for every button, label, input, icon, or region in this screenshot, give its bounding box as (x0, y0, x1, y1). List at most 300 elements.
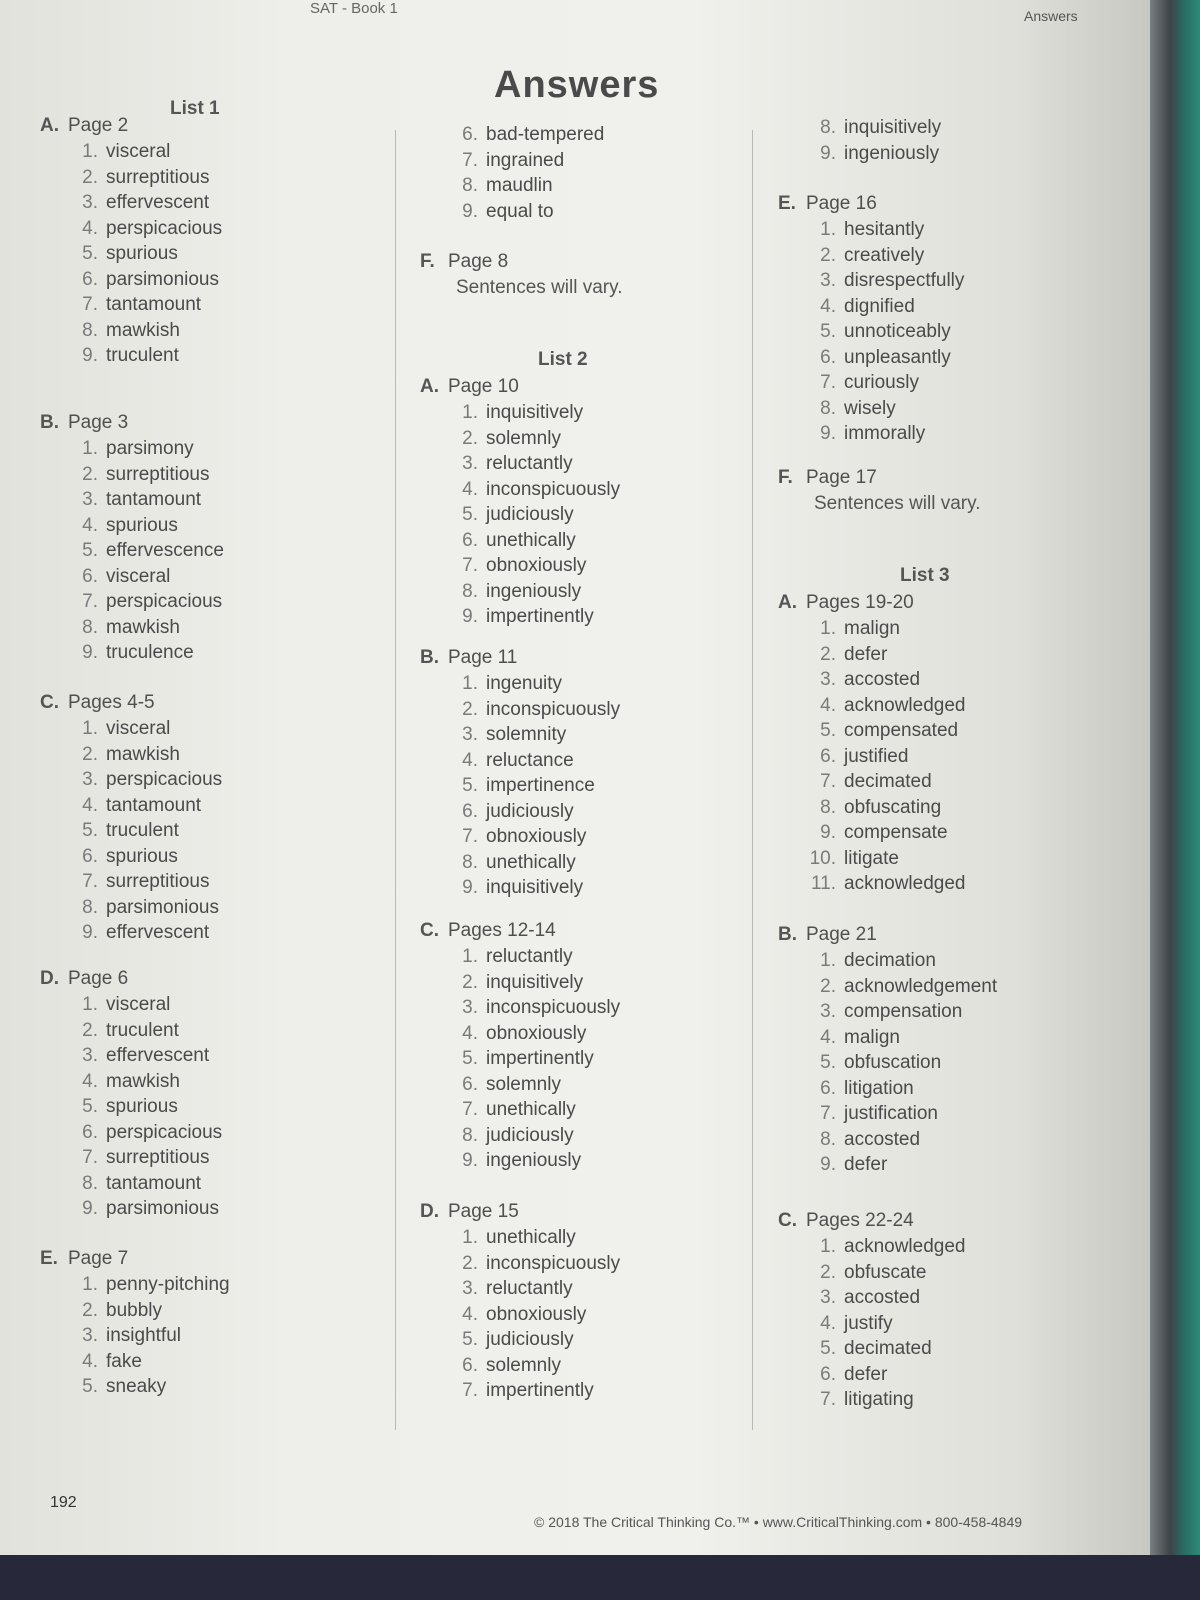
answer-item (420, 173, 604, 199)
answer-number: 3. (462, 724, 478, 745)
answer-number: 5. (82, 1376, 98, 1397)
answer-number: 2. (82, 743, 98, 765)
answer-word: solemnly (486, 1073, 561, 1095)
answer-word: obfuscation (844, 1052, 942, 1073)
answer-word: obnoxiously (486, 1022, 587, 1044)
answer-number: 8. (820, 1128, 836, 1150)
answer-word: unethically (486, 1099, 576, 1120)
answer-word: visceral (106, 718, 171, 739)
answer-item (40, 920, 222, 946)
answer-number: 7. (820, 1103, 836, 1124)
section-page-ref: Pages 4-5 (68, 692, 155, 713)
answer-item (778, 616, 965, 642)
answer-number: 5. (462, 504, 478, 525)
answer-word: truculence (106, 642, 194, 663)
answer-word: bad-tempered (486, 124, 605, 145)
section-letter: A. (40, 115, 59, 136)
answer-item (778, 217, 964, 243)
answer-word: unpleasantly (844, 346, 951, 368)
answer-number: 3. (82, 1325, 98, 1346)
answer-item (778, 1152, 997, 1178)
answer-item (778, 1362, 965, 1388)
answer-number: 6. (820, 1077, 836, 1099)
answer-number: 2. (820, 244, 836, 266)
answer-number: 9. (82, 922, 98, 943)
answer-item (420, 799, 620, 825)
answer-word: spurious (106, 845, 178, 867)
answer-word: judiciously (486, 1124, 574, 1146)
answer-item (40, 844, 222, 870)
column-divider (395, 130, 396, 1430)
answer-number: 1. (820, 618, 836, 639)
answer-word: penny-pitching (106, 1274, 230, 1295)
section-page-ref: Page 7 (68, 1248, 129, 1269)
answer-item (40, 895, 222, 921)
answer-word: acknowledged (844, 873, 966, 894)
answer-item (40, 1018, 222, 1044)
answer-number: 5. (82, 1096, 98, 1117)
answer-word: surreptitious (106, 871, 210, 892)
answer-word: malign (844, 618, 900, 639)
answer-word: acknowledged (844, 1236, 966, 1257)
answer-word: judiciously (486, 504, 574, 525)
answer-word: decimated (844, 1338, 932, 1359)
answer-word: impertinence (486, 775, 595, 796)
answer-word: inconspicuously (486, 1252, 621, 1274)
answer-section (40, 410, 224, 666)
answer-word: surreptitious (106, 1147, 210, 1168)
answer-section (778, 922, 997, 1178)
answer-number: 7. (462, 555, 478, 576)
answer-number: 7. (82, 294, 98, 315)
answer-word: unethically (486, 529, 576, 551)
answer-item (420, 122, 604, 148)
answer-number: 6. (82, 565, 98, 587)
answer-item (420, 970, 620, 996)
running-header-section: Answers (1024, 8, 1078, 24)
answer-item (40, 640, 224, 666)
answer-word: effervescent (106, 192, 210, 213)
answer-item (778, 846, 965, 872)
answer-item (40, 343, 222, 369)
answer-number: 1. (820, 1236, 836, 1257)
answer-word: judiciously (486, 1329, 574, 1350)
answer-item (778, 1285, 965, 1311)
section-letter: E. (778, 193, 796, 214)
answer-word: judiciously (486, 800, 574, 822)
answer-word: hesitantly (844, 219, 925, 240)
answer-item (778, 294, 964, 320)
section-page-ref: Pages 12-14 (448, 920, 556, 941)
answer-number: 7. (462, 1099, 478, 1120)
answer-number: 2. (462, 698, 478, 720)
answer-number: 6. (82, 268, 98, 290)
answer-number: 4. (82, 1070, 98, 1092)
answer-item (778, 243, 964, 269)
answer-number: 9. (462, 606, 478, 627)
answer-word: defer (844, 643, 888, 665)
answer-word: obnoxiously (486, 555, 587, 576)
answer-number: 5. (82, 820, 98, 841)
answer-number: 7. (820, 1389, 836, 1410)
section-letter: B. (420, 647, 439, 668)
answer-item (778, 795, 965, 821)
answer-word: impertinently (486, 1380, 594, 1401)
answer-item (420, 875, 620, 901)
answer-section (40, 966, 222, 1222)
answer-word: impertinently (486, 1048, 594, 1069)
answer-number: 4. (82, 217, 98, 239)
answer-item (420, 1353, 620, 1379)
answer-number: 5. (820, 720, 836, 741)
answer-item (420, 1021, 620, 1047)
answer-word: unethically (486, 851, 576, 873)
answer-word: equal to (486, 200, 554, 222)
answer-item (40, 869, 222, 895)
answer-word: spurious (106, 1096, 178, 1117)
answer-item (420, 722, 620, 748)
answer-item (420, 748, 620, 774)
answer-number: 8. (82, 616, 98, 638)
answer-item (778, 1260, 965, 1286)
answer-item (420, 1046, 620, 1072)
section-heading (778, 922, 997, 948)
answer-item (778, 667, 965, 693)
answer-word: acknowledged (844, 694, 966, 716)
answer-word: solemnly (486, 1354, 561, 1376)
answer-number: 7. (82, 1147, 98, 1168)
answer-number: 6. (462, 529, 478, 551)
answer-item (420, 824, 620, 850)
answer-word: litigation (844, 1077, 914, 1099)
answer-number: 1. (82, 1274, 98, 1295)
answer-number: 1. (82, 718, 98, 739)
answer-number: 2. (820, 975, 836, 997)
answer-word: perspicacious (106, 591, 223, 612)
answer-number: 9. (82, 1198, 98, 1219)
answer-word: accosted (844, 669, 921, 690)
answer-item (40, 793, 222, 819)
answer-number: 8. (820, 397, 836, 419)
answer-number: 9. (820, 1154, 836, 1175)
answer-word: ingeniously (486, 580, 582, 602)
answer-word: surreptitious (106, 166, 210, 188)
answer-item (40, 436, 224, 462)
answer-item (420, 400, 620, 426)
answer-item (40, 1323, 230, 1349)
answer-section (420, 374, 620, 630)
answer-number: 6. (462, 1354, 478, 1376)
answer-item (40, 716, 222, 742)
answer-word: obnoxiously (486, 826, 587, 847)
background-edge (0, 1555, 1200, 1600)
answer-number: 9. (82, 642, 98, 663)
answer-item (420, 1251, 620, 1277)
section-page-ref: Page 10 (448, 376, 519, 397)
answer-number: 9. (820, 142, 836, 164)
answer-word: defer (844, 1363, 888, 1385)
section-page-ref: Page 3 (68, 412, 129, 433)
section-page-ref: Page 6 (68, 968, 129, 989)
answer-section (420, 645, 620, 901)
answer-word: ingrained (486, 149, 565, 171)
answer-number: 9. (462, 200, 478, 222)
answer-number: 3. (462, 997, 478, 1018)
section-heading (40, 690, 222, 716)
answer-word: parsimonious (106, 1198, 219, 1219)
answer-item (40, 1374, 230, 1400)
section-heading (778, 590, 965, 616)
answer-item (420, 671, 620, 697)
answer-section (420, 122, 604, 224)
section-page-ref: Page 2 (68, 115, 129, 136)
answer-item (778, 141, 941, 167)
answer-item (420, 199, 604, 225)
answer-item (420, 1225, 620, 1251)
answer-item (778, 1127, 997, 1153)
answer-number: 6. (462, 800, 478, 822)
answer-word: perspicacious (106, 769, 223, 790)
answer-item (778, 1336, 965, 1362)
answer-word: perspicacious (106, 217, 223, 239)
answer-item (40, 742, 222, 768)
answer-section (778, 115, 941, 166)
section-heading (40, 966, 222, 992)
answer-word: ingeniously (486, 1150, 582, 1171)
answer-item (778, 1387, 965, 1413)
answer-item (420, 604, 620, 630)
answer-word: reluctance (486, 749, 574, 771)
answer-word: tantamount (106, 489, 202, 510)
answer-word: creatively (844, 244, 925, 266)
answer-item (420, 528, 620, 554)
list-title: List 3 (900, 565, 950, 586)
answer-item (420, 850, 620, 876)
answer-word: spurious (106, 243, 178, 264)
answer-number: 6. (820, 346, 836, 368)
section-page-ref: Page 15 (448, 1201, 519, 1222)
answer-number: 7. (82, 871, 98, 892)
answer-item (40, 615, 224, 641)
answer-number: 1. (462, 402, 478, 423)
answer-number: 4. (820, 694, 836, 716)
answer-item (40, 538, 224, 564)
answer-item (420, 1123, 620, 1149)
copyright-line: © 2018 The Critical Thinking Co.™ • www.CriticalThinking.com • 800-458-4849 (534, 1514, 1023, 1530)
answer-word: inconspicuously (486, 478, 621, 500)
section-heading (778, 1208, 965, 1234)
answer-number: 7. (462, 826, 478, 847)
answer-item (420, 148, 604, 174)
answer-number: 1. (820, 950, 836, 971)
answer-item (40, 992, 222, 1018)
answer-item (40, 1094, 222, 1120)
answer-number: 4. (82, 514, 98, 536)
answer-item (40, 165, 222, 191)
answer-number: 3. (82, 769, 98, 790)
answer-number: 8. (462, 175, 478, 196)
answer-item (40, 767, 222, 793)
answer-number: 1. (820, 219, 836, 240)
answer-item (40, 1196, 222, 1222)
answer-item (778, 345, 964, 371)
section-heading (420, 249, 623, 275)
answer-item (778, 396, 964, 422)
answer-number: 6. (462, 124, 478, 145)
answer-word: compensated (844, 720, 959, 741)
section-letter: E. (40, 1248, 58, 1269)
answer-word: visceral (106, 994, 171, 1015)
answer-item (40, 267, 222, 293)
answer-item (420, 995, 620, 1021)
answer-word: malign (844, 1026, 900, 1048)
answer-item (420, 1097, 620, 1123)
answer-number: 3. (820, 669, 836, 690)
section-letter: B. (40, 412, 59, 433)
answer-number: 1. (462, 1227, 478, 1248)
answer-number: 8. (82, 1172, 98, 1194)
list-title: List 2 (538, 349, 588, 370)
answer-section (40, 113, 222, 369)
answer-word: dignified (844, 295, 915, 317)
answer-word: reluctantly (486, 453, 573, 474)
section-page-ref: Pages 22-24 (806, 1210, 914, 1231)
answer-number: 3. (820, 1287, 836, 1308)
answer-item (778, 769, 965, 795)
answer-number: 8. (820, 117, 836, 138)
answer-number: 9. (820, 822, 836, 843)
answer-word: decimated (844, 771, 932, 792)
answer-item (40, 487, 224, 513)
answer-word: effervescence (106, 540, 224, 561)
answer-word: parsimonious (106, 268, 219, 290)
section-note: Sentences will vary. (814, 493, 981, 514)
answer-word: unnoticeably (844, 321, 951, 342)
answer-word: accosted (844, 1287, 921, 1308)
answer-word: impertinently (486, 606, 594, 627)
answer-word: justification (844, 1103, 938, 1124)
answer-number: 3. (82, 192, 98, 213)
answer-word: mawkish (106, 1070, 180, 1092)
answer-item (40, 1120, 222, 1146)
section-note: Sentences will vary. (456, 277, 623, 298)
answer-item (778, 871, 965, 897)
answer-word: litigate (844, 847, 899, 869)
answer-word: inquisitively (486, 877, 584, 898)
answer-number: 2. (820, 643, 836, 665)
answer-word: maudlin (486, 175, 553, 196)
answer-word: effervescent (106, 1045, 210, 1066)
answer-item (40, 190, 222, 216)
section-heading (40, 1246, 230, 1272)
answer-number: 5. (82, 540, 98, 561)
answer-word: truculent (106, 1019, 179, 1041)
answer-item (420, 1072, 620, 1098)
answer-item (420, 1378, 620, 1404)
answer-item (40, 818, 222, 844)
answer-item (778, 1101, 997, 1127)
answer-item (40, 589, 224, 615)
answer-number: 8. (82, 319, 98, 341)
answer-section (778, 465, 981, 517)
answer-item (40, 462, 224, 488)
answer-item (778, 1076, 997, 1102)
answer-word: obfuscating (844, 796, 942, 818)
section-letter: A. (778, 592, 797, 613)
section-letter: D. (40, 968, 59, 989)
answer-word: spurious (106, 514, 178, 536)
answer-item (420, 944, 620, 970)
answer-item (420, 1148, 620, 1174)
answer-number: 4. (462, 478, 478, 500)
answer-word: reluctantly (486, 946, 573, 967)
answer-word: compensation (844, 1001, 963, 1022)
answer-number: 5. (820, 321, 836, 342)
answer-item (778, 948, 997, 974)
answer-item (778, 1234, 965, 1260)
answer-word: unethically (486, 1227, 576, 1248)
answer-number: 6. (820, 1363, 836, 1385)
answer-section (778, 191, 964, 447)
answer-word: tantamount (106, 294, 202, 315)
answer-word: fake (106, 1350, 142, 1372)
answer-item (40, 513, 224, 539)
page-title: Answers (494, 64, 660, 106)
answer-word: acknowledgement (844, 975, 998, 997)
answer-word: ingeniously (844, 142, 940, 164)
answer-number: 5. (82, 243, 98, 264)
answer-item (40, 1145, 222, 1171)
answer-number: 7. (462, 1380, 478, 1401)
section-heading (420, 374, 620, 400)
answer-number: 3. (462, 453, 478, 474)
answer-item (40, 292, 222, 318)
answer-word: inconspicuously (486, 997, 621, 1018)
answer-number: 5. (462, 1048, 478, 1069)
answer-item (420, 477, 620, 503)
answer-number: 1. (462, 946, 478, 967)
answer-item (778, 974, 997, 1000)
answer-item (778, 268, 964, 294)
answer-item (420, 426, 620, 452)
list-title: List 1 (170, 98, 220, 119)
answer-number: 8. (82, 896, 98, 918)
answer-item (778, 642, 965, 668)
section-heading (420, 645, 620, 671)
answer-word: accosted (844, 1128, 921, 1150)
answer-number: 8. (462, 580, 478, 602)
book-spine (1150, 0, 1200, 1555)
answer-item (40, 241, 222, 267)
answer-item (420, 773, 620, 799)
section-page-ref: Page 17 (806, 467, 877, 488)
answer-word: bubbly (106, 1299, 162, 1321)
answer-word: visceral (106, 565, 171, 587)
answer-word: obnoxiously (486, 1303, 587, 1325)
answer-number: 5. (820, 1338, 836, 1359)
answer-number: 2. (462, 1252, 478, 1274)
answer-word: effervescent (106, 922, 210, 943)
section-heading (420, 1199, 620, 1225)
answer-word: inquisitively (486, 402, 584, 423)
answer-item (778, 1311, 965, 1337)
answer-word: surreptitious (106, 463, 210, 485)
answer-word: mawkish (106, 743, 180, 765)
answer-number: 2. (462, 427, 478, 449)
section-page-ref: Pages 19-20 (806, 592, 914, 613)
answer-word: ingenuity (486, 673, 563, 694)
answer-word: inconspicuously (486, 698, 621, 720)
